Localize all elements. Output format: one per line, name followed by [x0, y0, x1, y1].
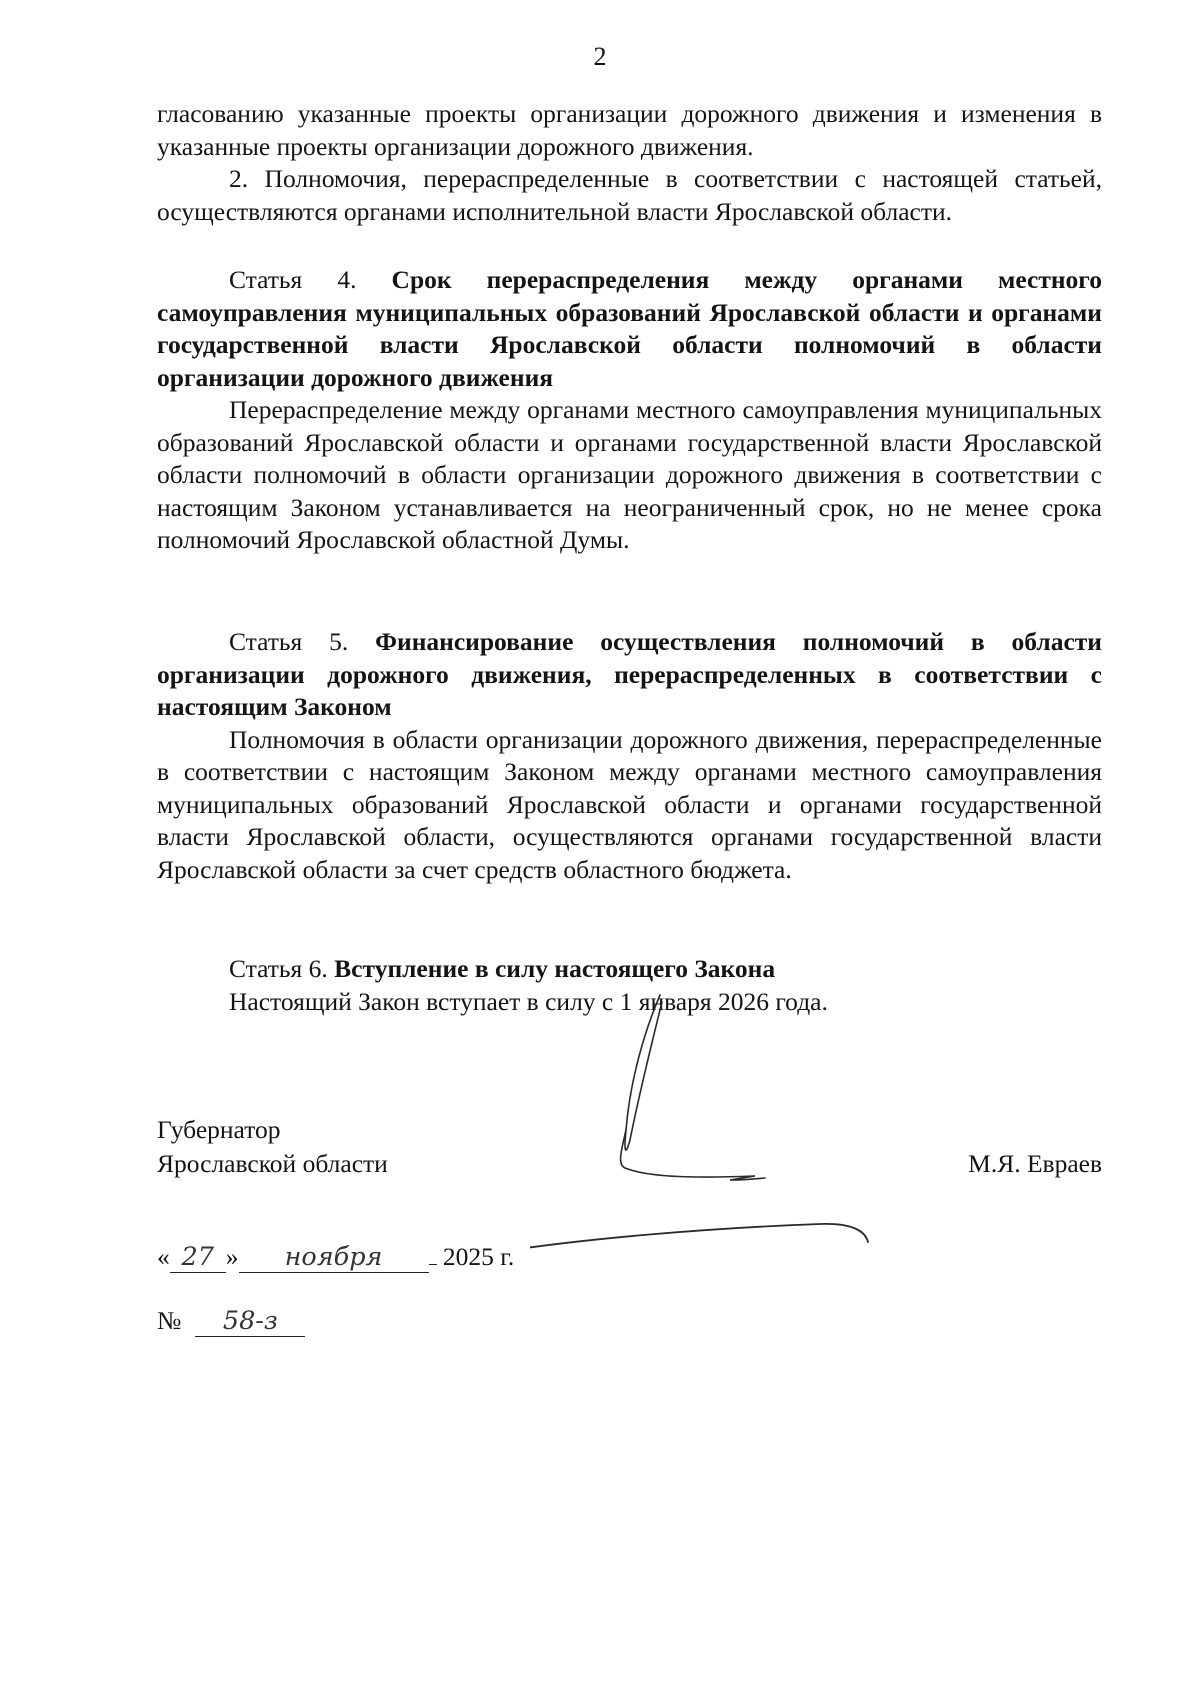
article-4-label: Статья 4.	[229, 265, 357, 294]
number-value-handwritten: 58-з	[195, 1306, 305, 1337]
article-5-label: Статья 5.	[229, 627, 349, 656]
number-label: №	[157, 1306, 182, 1335]
article-4	[157, 264, 1102, 557]
article-4-heading	[157, 264, 1102, 394]
article-5	[157, 626, 1102, 886]
article-6-heading	[157, 953, 1102, 986]
page-number: 2	[593, 42, 607, 71]
paragraph-item-2: 2. Полномочия, перераспределенные в соответствии с настоящей статьей, осуществляются органами исполнительной власти Ярославской области.	[157, 164, 1102, 226]
date-day-handwritten: 27	[170, 1242, 226, 1273]
handwritten-signature	[530, 990, 960, 1250]
article-6-title: Вступление в силу настоящего Закона	[334, 954, 776, 983]
date-underline-tail	[429, 1264, 437, 1265]
position-line-1: Губернатор	[157, 1115, 281, 1144]
article-5-heading	[157, 626, 1102, 724]
article-4-text: Перераспределение между органами местного самоуправления муниципальных образований Ярославской области и органами государственной власти Ярославской области полномочий в области организации дорожного движения в соответствии с настоящим Законом устанавливается на неограниченный срок, но не менее срока полномочий Ярославской областной Думы.	[157, 395, 1102, 554]
date-month-handwritten: ноября	[239, 1242, 429, 1273]
position-line-2: Ярославской области	[157, 1149, 388, 1178]
date-open-quote: «	[157, 1242, 170, 1271]
article-5-title: Финансирование осуществления полномочий в области организации дорожного движения, перераспределенных в соответствии с настоящим Законом	[157, 627, 1102, 721]
signing-date	[157, 1240, 514, 1274]
signatory-name: М.Я. Евраев	[968, 1149, 1102, 1178]
article-6-text: Настоящий Закон вступает в силу с 1 января 2026 года.	[229, 986, 828, 1016]
date-close-quote: »	[225, 1242, 239, 1271]
continuation-block	[157, 98, 1102, 228]
date-year: 2025 г.	[442, 1242, 515, 1271]
law-number	[157, 1304, 305, 1338]
article-6-label: Статья 6.	[229, 954, 328, 983]
signatory-position	[157, 1113, 388, 1181]
paragraph-continuation: гласованию указанные проекты организации дорожного движения и изменения в указанные проекты организации дорожного движения.	[157, 99, 1102, 161]
article-4-title: Срок перераспределения между органами местного самоуправления муниципальных образований Ярославской области и органами государственной власти Ярославской области полномочий в области организации дорожного движения	[157, 265, 1102, 392]
article-5-text: Полномочия в области организации дорожного движения, перераспределенные в соответствии с настоящим Законом между органами местного самоуправления муниципальных образований Ярославской области и органами государственной власти Ярославской области, осуществляются органами государственной власти Ярославской области за счет средств областного бюджета.	[157, 724, 1102, 884]
